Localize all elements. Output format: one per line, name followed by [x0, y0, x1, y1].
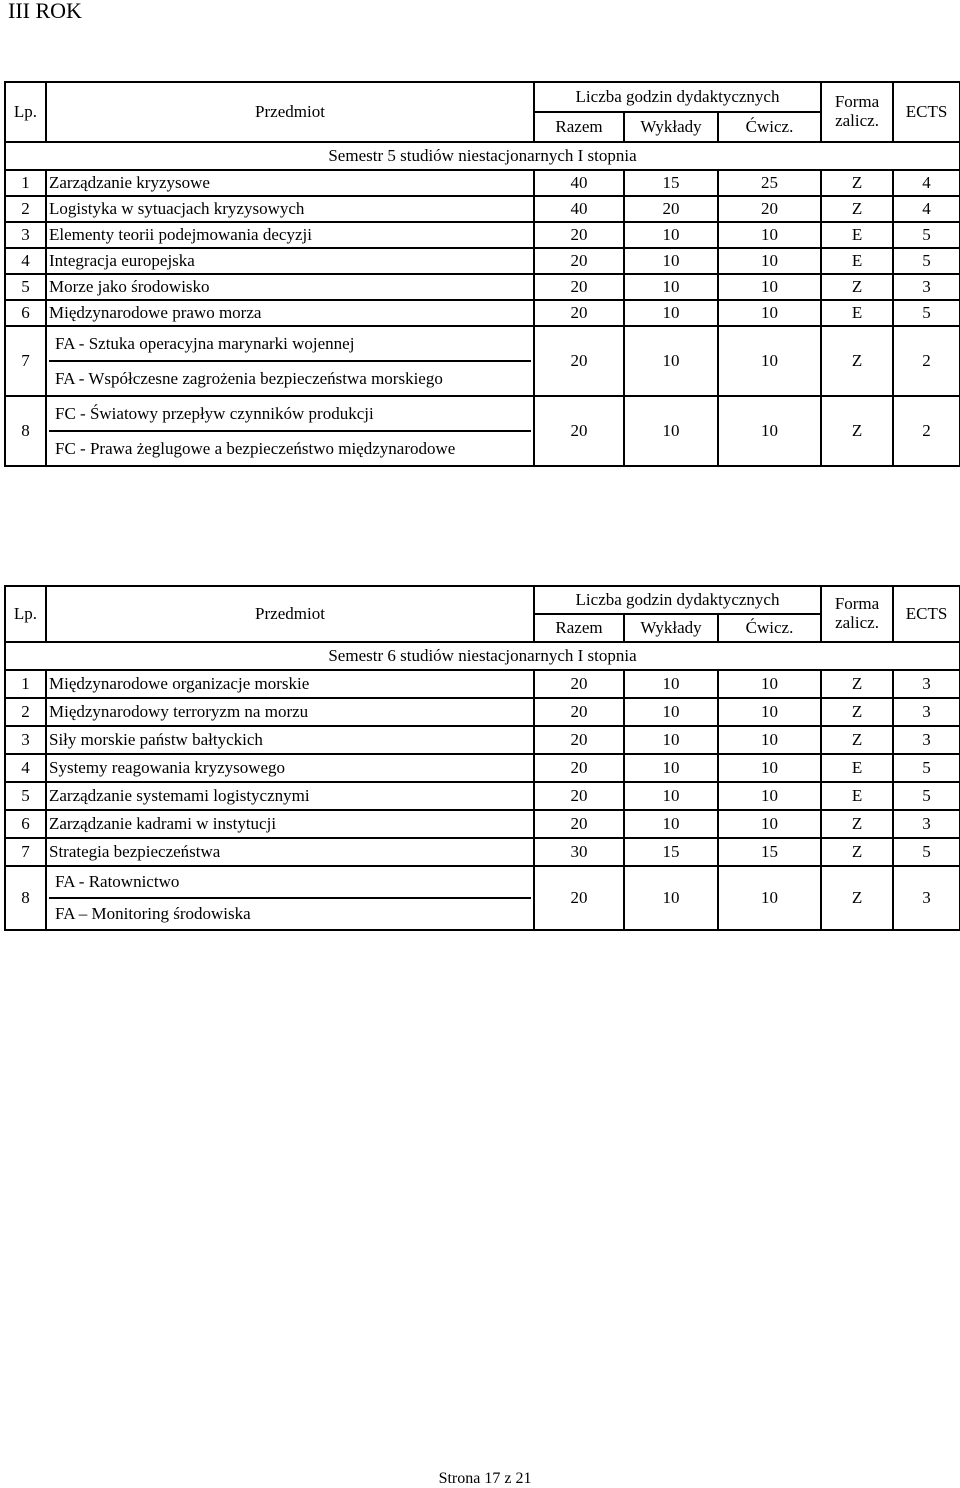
hours-lectures: 10	[624, 326, 718, 396]
header-lp: Lp.	[5, 586, 46, 642]
semester-title: Semestr 5 studiów niestacjonarnych I stopnia	[5, 142, 960, 170]
header-total: Razem	[534, 112, 624, 142]
table-row	[5, 274, 960, 300]
elective-options	[46, 326, 534, 396]
row-number: 5	[5, 274, 46, 300]
hours-exercises: 10	[718, 326, 821, 396]
row-number: 8	[5, 396, 46, 466]
ects-points: 5	[893, 248, 960, 274]
hours-lectures: 10	[624, 726, 718, 754]
subject-name: Systemy reagowania kryzysowego	[46, 754, 534, 782]
row-number: 4	[5, 248, 46, 274]
hours-exercises: 15	[718, 838, 821, 866]
table-row	[5, 248, 960, 274]
table-row	[5, 754, 960, 782]
ects-points: 3	[893, 670, 960, 698]
hours-exercises: 10	[718, 754, 821, 782]
row-number: 4	[5, 754, 46, 782]
elective-option: FA - Sztuka operacyjna marynarki wojennej	[55, 334, 355, 353]
hours-total: 20	[534, 396, 624, 466]
header-form: Forma zalicz.	[821, 82, 893, 142]
hours-total: 30	[534, 838, 624, 866]
subject-name: Zarządzanie kryzysowe	[46, 170, 534, 196]
ects-points: 5	[893, 300, 960, 326]
header-lectures: Wykłady	[624, 614, 718, 642]
elective-row	[5, 396, 960, 466]
assessment-form: Z	[821, 670, 893, 698]
hours-lectures: 10	[624, 396, 718, 466]
header-total: Razem	[534, 614, 624, 642]
hours-lectures: 10	[624, 274, 718, 300]
assessment-form: E	[821, 222, 893, 248]
assessment-form: E	[821, 248, 893, 274]
header-subject: Przedmiot	[46, 586, 534, 642]
hours-lectures: 15	[624, 838, 718, 866]
hours-exercises: 20	[718, 196, 821, 222]
hours-exercises: 10	[718, 222, 821, 248]
hours-exercises: 10	[718, 726, 821, 754]
subject-name: Elementy teorii podejmowania decyzji	[46, 222, 534, 248]
hours-total: 40	[534, 170, 624, 196]
assessment-form: Z	[821, 838, 893, 866]
table-row	[5, 838, 960, 866]
elective-option: FA - Współczesne zagrożenia bezpieczeństwa morskiego	[49, 360, 531, 395]
subject-name: Międzynarodowe organizacje morskie	[46, 670, 534, 698]
hours-lectures: 10	[624, 782, 718, 810]
ects-points: 3	[893, 274, 960, 300]
elective-row	[5, 866, 960, 930]
header-exercises: Ćwicz.	[718, 614, 821, 642]
semester-5-table	[4, 81, 960, 467]
assessment-form: Z	[821, 866, 893, 930]
header-form: Forma zalicz.	[821, 586, 893, 642]
page-footer: Strona 17 z 21	[438, 1470, 532, 1487]
subject-name: Siły morskie państw bałtyckich	[46, 726, 534, 754]
hours-total: 20	[534, 326, 624, 396]
header-ects: ECTS	[893, 586, 960, 642]
subject-name: Strategia bezpieczeństwa	[46, 838, 534, 866]
table-row	[5, 698, 960, 726]
hours-total: 20	[534, 754, 624, 782]
row-number: 3	[5, 222, 46, 248]
hours-exercises: 10	[718, 782, 821, 810]
hours-lectures: 15	[624, 170, 718, 196]
hours-total: 20	[534, 810, 624, 838]
hours-total: 20	[534, 300, 624, 326]
row-number: 1	[5, 670, 46, 698]
header-ects: ECTS	[893, 82, 960, 142]
row-number: 3	[5, 726, 46, 754]
hours-exercises: 10	[718, 274, 821, 300]
hours-total: 20	[534, 248, 624, 274]
assessment-form: E	[821, 782, 893, 810]
row-number: 2	[5, 196, 46, 222]
ects-points: 3	[893, 866, 960, 930]
assessment-form: Z	[821, 170, 893, 196]
subject-name: Zarządzanie kadrami w instytucji	[46, 810, 534, 838]
ects-points: 5	[893, 754, 960, 782]
subject-name: Międzynarodowy terroryzm na morzu	[46, 698, 534, 726]
semester-6-table	[4, 585, 960, 931]
elective-options	[46, 396, 534, 466]
ects-points: 3	[893, 698, 960, 726]
header-lp: Lp.	[5, 82, 46, 142]
table-row	[5, 670, 960, 698]
row-number: 1	[5, 170, 46, 196]
table-row	[5, 810, 960, 838]
subject-name: Logistyka w sytuacjach kryzysowych	[46, 196, 534, 222]
hours-lectures: 10	[624, 866, 718, 930]
hours-exercises: 10	[718, 810, 821, 838]
hours-lectures: 10	[624, 698, 718, 726]
hours-total: 20	[534, 698, 624, 726]
ects-points: 3	[893, 726, 960, 754]
header-hours-group: Liczba godzin dydaktycznych	[534, 586, 821, 614]
hours-lectures: 10	[624, 810, 718, 838]
hours-exercises: 10	[718, 300, 821, 326]
hours-exercises: 10	[718, 670, 821, 698]
ects-points: 5	[893, 838, 960, 866]
assessment-form: Z	[821, 196, 893, 222]
assessment-form: Z	[821, 326, 893, 396]
semester-title: Semestr 6 studiów niestacjonarnych I stopnia	[5, 642, 960, 670]
assessment-form: Z	[821, 726, 893, 754]
subject-name: Morze jako środowisko	[46, 274, 534, 300]
hours-lectures: 10	[624, 222, 718, 248]
table-row	[5, 782, 960, 810]
row-number: 6	[5, 300, 46, 326]
row-number: 8	[5, 866, 46, 930]
table-row	[5, 196, 960, 222]
page-title: III ROK	[8, 0, 82, 23]
assessment-form: E	[821, 300, 893, 326]
row-number: 5	[5, 782, 46, 810]
hours-total: 20	[534, 866, 624, 930]
hours-lectures: 10	[624, 248, 718, 274]
row-number: 2	[5, 698, 46, 726]
hours-lectures: 10	[624, 754, 718, 782]
ects-points: 2	[893, 396, 960, 466]
ects-points: 4	[893, 170, 960, 196]
header-hours-group: Liczba godzin dydaktycznych	[534, 82, 821, 112]
elective-option: FC - Prawa żeglugowe a bezpieczeństwo międzynarodowe	[49, 430, 531, 465]
hours-lectures: 10	[624, 670, 718, 698]
hours-total: 20	[534, 782, 624, 810]
hours-exercises: 10	[718, 396, 821, 466]
elective-options	[46, 866, 534, 930]
row-number: 6	[5, 810, 46, 838]
ects-points: 4	[893, 196, 960, 222]
subject-name: Integracja europejska	[46, 248, 534, 274]
hours-exercises: 10	[718, 248, 821, 274]
hours-total: 20	[534, 222, 624, 248]
hours-exercises: 10	[718, 698, 821, 726]
ects-points: 2	[893, 326, 960, 396]
ects-points: 5	[893, 222, 960, 248]
elective-option: FA - Ratownictwo	[55, 872, 180, 891]
hours-exercises: 25	[718, 170, 821, 196]
table-row	[5, 222, 960, 248]
ects-points: 3	[893, 810, 960, 838]
hours-total: 20	[534, 670, 624, 698]
table-row	[5, 170, 960, 196]
row-number: 7	[5, 326, 46, 396]
hours-lectures: 20	[624, 196, 718, 222]
table-row	[5, 300, 960, 326]
hours-lectures: 10	[624, 300, 718, 326]
assessment-form: Z	[821, 274, 893, 300]
elective-row	[5, 326, 960, 396]
elective-option: FC - Światowy przepływ czynników produkcji	[55, 404, 374, 423]
table-row	[5, 726, 960, 754]
ects-points: 5	[893, 782, 960, 810]
hours-total: 20	[534, 726, 624, 754]
hours-exercises: 10	[718, 866, 821, 930]
elective-option: FA – Monitoring środowiska	[49, 897, 531, 929]
assessment-form: Z	[821, 698, 893, 726]
row-number: 7	[5, 838, 46, 866]
subject-name: Zarządzanie systemami logistycznymi	[46, 782, 534, 810]
header-lectures: Wykłady	[624, 112, 718, 142]
header-exercises: Ćwicz.	[718, 112, 821, 142]
hours-total: 40	[534, 196, 624, 222]
assessment-form: Z	[821, 396, 893, 466]
subject-name: Międzynarodowe prawo morza	[46, 300, 534, 326]
hours-total: 20	[534, 274, 624, 300]
header-subject: Przedmiot	[46, 82, 534, 142]
assessment-form: Z	[821, 810, 893, 838]
assessment-form: E	[821, 754, 893, 782]
